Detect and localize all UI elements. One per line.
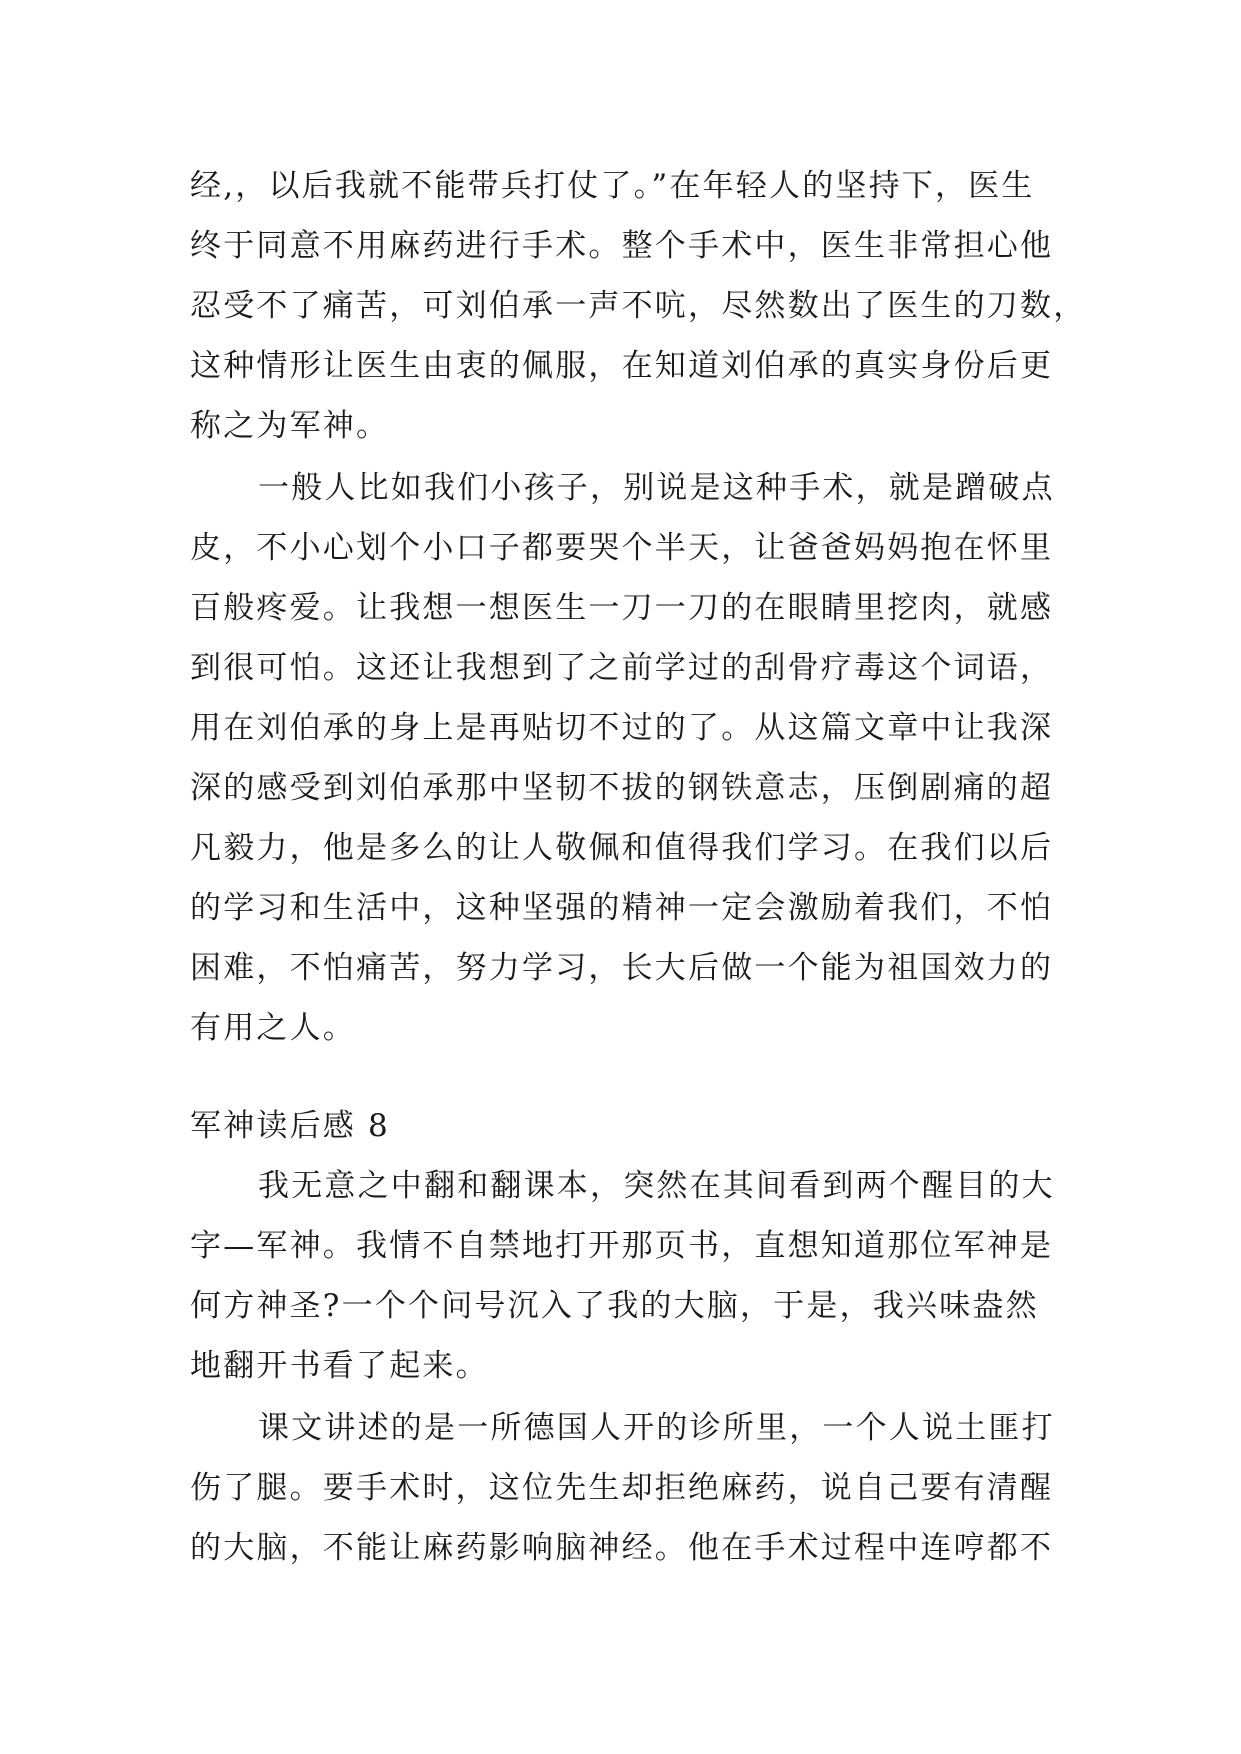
paragraph-1 [190, 156, 1087, 456]
text-line: 我无意之中翻和翻课本，突然在其间看到两个醒目的大 [258, 1168, 1055, 1204]
text-line: 字—军神。我情不自禁地打开那页书，直想知道那位军神是 [190, 1228, 1054, 1264]
text-line: 皮，不小心划个小口子都要哭个半天，让爸爸妈妈抱在怀里 [190, 530, 1054, 566]
text-line: 百般疼爱。让我想一想医生一刀一刀的在眼睛里挖肉，就感 [190, 590, 1054, 626]
text-line: 经,，以后我就不能带兵打仗了。”在年轻人的坚持下，医生 [190, 168, 1035, 204]
text-line: 课文讲述的是一所德国人开的诊所里，一个人说土匪打 [258, 1410, 1055, 1446]
text-line: 深的感受到刘伯承那中坚韧不拔的钢铁意志，压倒剧痛的超 [190, 770, 1054, 806]
text-line: 凡毅力，他是多么的让人敬佩和值得我们学习。在我们以后 [190, 830, 1054, 866]
text-line: 地翻开书看了起来。 [190, 1348, 489, 1384]
paragraph-3 [190, 1156, 1060, 1396]
text-line: 伤了腿。要手术时，这位先生却拒绝麻药，说自己要有清醒 [190, 1470, 1054, 1506]
section-heading: 军神读后感 8 [190, 1108, 390, 1144]
paragraph-2 [190, 458, 1060, 1058]
text-line: 终于同意不用麻药进行手术。整个手术中，医生非常担心他 [190, 228, 1054, 264]
text-line: 称之为军神。 [190, 408, 390, 444]
paragraph-4 [190, 1398, 1060, 1578]
text-line: 忍受不了痛苦，可刘伯承一声不吭，尽然数出了医生的刀数， [190, 288, 1087, 324]
text-line: 何方神圣?一个个问号沉入了我的大脑，于是，我兴味盎然 [190, 1288, 1039, 1324]
text-line: 有用之人。 [190, 1010, 356, 1046]
text-line: 困难，不怕痛苦，努力学习，长大后做一个能为祖国效力的 [190, 950, 1054, 986]
text-line: 一般人比如我们小孩子，别说是这种手术，就是蹭破点 [258, 470, 1055, 506]
text-line: 这种情形让医生由衷的佩服，在知道刘伯承的真实身份后更 [190, 348, 1054, 384]
text-line: 到很可怕。这还让我想到了之前学过的刮骨疗毒这个词语， [190, 650, 1054, 686]
text-line: 的学习和生活中，这种坚强的精神一定会激励着我们，不怕 [190, 890, 1054, 926]
text-line: 的大脑，不能让麻药影响脑神经。他在手术过程中连哼都不 [190, 1530, 1054, 1566]
text-line: 用在刘伯承的身上是再贴切不过的了。从这篇文章中让我深 [190, 710, 1054, 746]
